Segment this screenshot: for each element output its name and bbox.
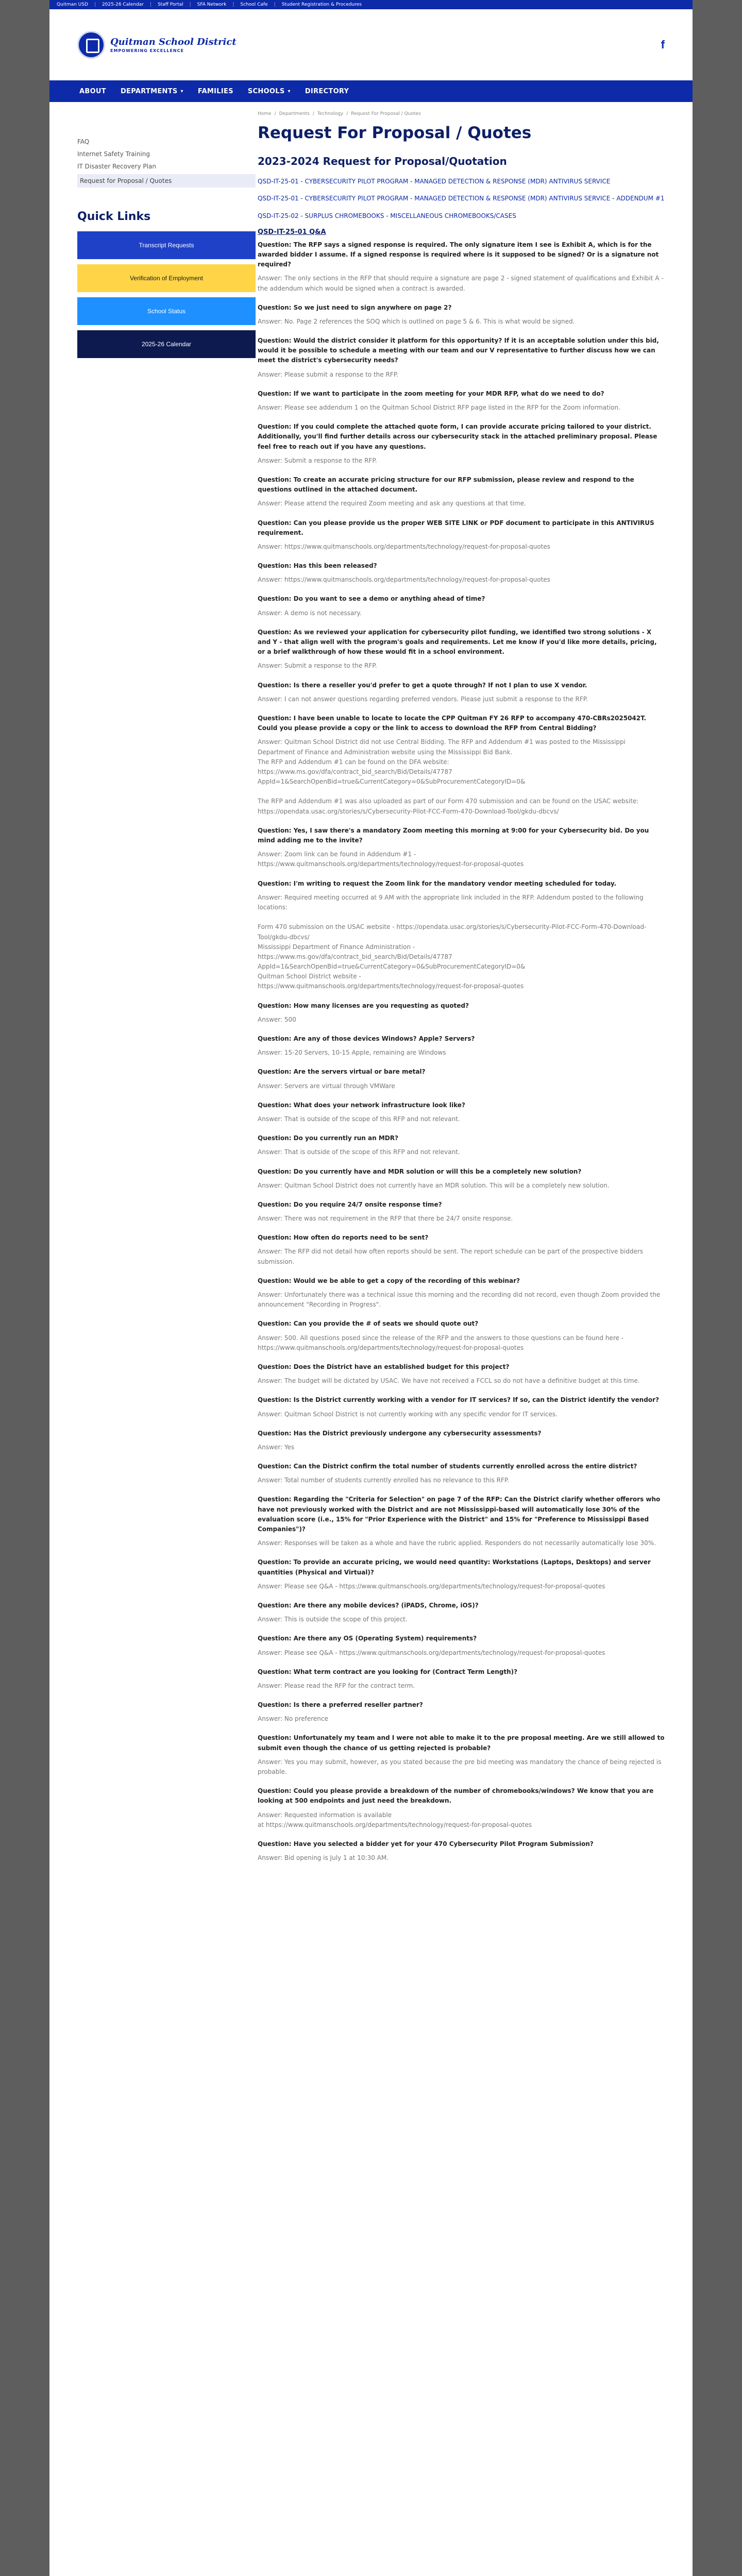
qa-question: Question: To create an accurate pricing structure for our RFP submission, please review and respond to the questions outlined in the attached document. bbox=[258, 476, 634, 494]
nav-item[interactable]: FAMILIES bbox=[197, 87, 233, 95]
qa-answer: Answer: Submit a response to the RFP. bbox=[258, 456, 377, 464]
qa-question: Question: Has this been released? bbox=[258, 562, 377, 570]
facebook-icon[interactable]: f bbox=[661, 38, 665, 51]
qa-question: Question: What term contract are you looking for (Contract Term Length)? bbox=[258, 1668, 518, 1675]
sidebar-link[interactable]: Request for Proposal / Quotes bbox=[77, 174, 256, 188]
qa-answer: Answer: Yes bbox=[258, 1443, 295, 1451]
qa-answer: Answer: Please read the RFP for the contract term. bbox=[258, 1682, 415, 1689]
utility-separator: | bbox=[94, 2, 96, 7]
utility-separator: | bbox=[189, 2, 191, 7]
qa-question: Question: To provide an accurate pricing, we would need quantity: Workstations (Laptops, Desktops) and server quantities (Physical and Virtual)? bbox=[258, 1558, 651, 1576]
breadcrumb-item: Request For Proposal / Quotes bbox=[351, 111, 421, 116]
qa-answer: Answer: I can not answer questions regarding preferred vendors. Please just submit a response to the RFP. bbox=[258, 695, 588, 703]
nav-item[interactable]: DEPARTMENTS bbox=[120, 87, 178, 95]
qa-answer: Answer: Please see addendum 1 on the Quitman School District RFP page listed in the RFP for the Zoom information. bbox=[258, 404, 620, 411]
utility-link[interactable]: Staff Portal bbox=[157, 2, 183, 7]
page-title: Request For Proposal / Quotes bbox=[258, 124, 532, 142]
district-seal-icon bbox=[77, 31, 105, 59]
qa-question: Question: Can you provide the # of seats we should quote out? bbox=[258, 1320, 479, 1328]
sidebar-link[interactable]: Internet Safety Training bbox=[77, 150, 150, 158]
qa-question: Question: Do you currently have and MDR solution or will this be a completely new solution? bbox=[258, 1167, 582, 1175]
qa-answer: Answer: Unfortunately there was a technical issue this morning and the recording did not record, even though Zoom provided the announcement "Recording in Progress". bbox=[258, 1291, 661, 1309]
qa-question: Question: The RFP says a signed response is required. The only signature item I see is Exhibit A, which is for the awarded bidder I assume. If a signed response is required where is it supposed to be signed? Or is a signature not required? bbox=[258, 241, 659, 268]
qa-answer: Answer: Quitman School District did not use Central Bidding. The RFP and Addendum #1 was posted to the Mississippi Department of Finance and Administration website using the Mississippi Bid Bank. The RFP and Addendum #1 can be found on the DFA website: https://www.ms.gov/dfa/contract_bid_search/Bid/Details/47787 AppId=1&SearchOpenBid=true&CurrentCategory=0&SubProcurementCategoryID=0& The RFP and Addendum #1 was also uploaded as part of our Form 470 submission and can be found on the USAC website: https://opendata.usac.org/stories/s/Cybersecurity-Pilot-FCC-Form-470-Download-Tool/gkdu-dbcvs/ bbox=[258, 738, 639, 815]
qa-answer: Answer: 500. All questions posed since the release of the RFP and the answers to those questions can be found here - https://www.quitmanschools.org/departments/technology/request-for-proposal-quotes bbox=[258, 1334, 624, 1351]
qa-question: Question: What does your network infrastructure look like? bbox=[258, 1101, 465, 1109]
utility-bar bbox=[49, 0, 693, 9]
qa-question: Question: Would we be able to get a copy of the recording of this webinar? bbox=[258, 1277, 520, 1284]
quick-links-title: Quick Links bbox=[77, 210, 151, 223]
main-content bbox=[258, 111, 665, 1872]
utility-link[interactable]: 2025-26 Calendar bbox=[102, 2, 144, 7]
breadcrumb-item[interactable]: Home bbox=[258, 111, 272, 116]
qa-answer: Answer: There was not requirement in the RFP that there be 24/7 onsite response. bbox=[258, 1215, 513, 1223]
qa-answer: Answer: A demo is not necessary. bbox=[258, 609, 362, 617]
qa-answer: Answer: Please see Q&A - https://www.quitmanschools.org/departments/technology/request-for-proposal-quotes bbox=[258, 1649, 605, 1656]
utility-link[interactable]: SFA Network bbox=[197, 2, 227, 7]
utility-separator: | bbox=[274, 2, 276, 7]
document-link[interactable]: QSD-IT-25-01 - CYBERSECURITY PILOT PROGRAM - MANAGED DETECTION & RESPONSE (MDR) ANTIVIRUS SERVICE - ADDENDUM #1 bbox=[258, 195, 665, 202]
quick-link-button[interactable]: Verification of Employment bbox=[77, 264, 256, 292]
qa-answer: Answer: https://www.quitmanschools.org/departments/technology/request-for-proposal-quotes bbox=[258, 576, 550, 584]
qa-question: Question: Do you require 24/7 onsite response time? bbox=[258, 1200, 442, 1208]
qa-question: Question: Are the servers virtual or bare metal? bbox=[258, 1068, 426, 1076]
breadcrumb-separator: / bbox=[312, 111, 314, 116]
qa-answer: Answer: https://www.quitmanschools.org/departments/technology/request-for-proposal-quotes bbox=[258, 543, 550, 550]
qa-answer: Answer: The only sections in the RFP that should require a signature are page 2 - signed statement of qualifications and Exhibit A - the addendum which would be signed when a contract is awarded. bbox=[258, 275, 664, 292]
qa-answer: Answer: Zoom link can be found in Addendum #1 - https://www.quitmanschools.org/departments/technology/request-for-proposal-quotes bbox=[258, 851, 524, 868]
content-area bbox=[49, 102, 693, 2576]
district-tagline: EMPOWERING EXCELLENCE bbox=[110, 48, 184, 53]
nav-item[interactable]: ABOUT bbox=[79, 87, 106, 95]
qa-question: Question: How many licenses are you requesting as quoted? bbox=[258, 1002, 469, 1009]
document-link[interactable]: QSD-IT-25-02 - SURPLUS CHROMEBOOKS - MISCELLANEOUS CHROMEBOOKS/CASES bbox=[258, 212, 516, 219]
qa-answer: Answer: Bid opening is July 1 at 10:30 AM. bbox=[258, 1854, 389, 1862]
section-subtitle: 2023-2024 Request for Proposal/Quotation bbox=[258, 155, 507, 168]
qa-answer: Answer: Quitman School District is not currently working with any specific vendor for IT services. bbox=[258, 1410, 558, 1418]
qa-answer: Answer: Required meeting occurred at 9 AM with the appropriate link included in the RFP. Addendum posted to the following locations: Form 470 submission on the USAC website - https://opendata.usac.org/stories/s/Cybersecurity-Pilot-FCC-Form-470-Download-Tool/gkdu-dbcvs/ Mississippi Department of Finance Administration - https://www.ms.gov/dfa/contract_bid_search/Bid/Details/47787 AppId=1&SearchOpenBid=true&CurrentCategory=0&SubProcurementCategoryID=0& Quitman School District website - https://www.quitmanschools.org/departments/technology/request-for-proposal-quotes bbox=[258, 893, 647, 990]
nav-item[interactable]: DIRECTORY bbox=[305, 87, 349, 95]
sidebar-link[interactable]: FAQ bbox=[77, 138, 90, 145]
site-header bbox=[49, 9, 693, 80]
utility-link[interactable]: Student Registration & Procedures bbox=[281, 2, 362, 7]
qa-question: Question: Do you want to see a demo or anything ahead of time? bbox=[258, 595, 485, 603]
qa-question: Question: Are there any OS (Operating System) requirements? bbox=[258, 1635, 477, 1642]
chevron-down-icon: ▾ bbox=[180, 88, 183, 94]
qa-answer: Answer: Please submit a response to the RFP. bbox=[258, 370, 398, 378]
qa-question: Question: If you could complete the attached quote form, I can provide accurate pricing tailored to your district. Additionally, you'll find further details across our cybersecurity stack in the attached preliminary proposal. Please feel free to reach out if you have any questions. bbox=[258, 423, 657, 450]
qa-answer: Answer: This is outside the scope of this project. bbox=[258, 1616, 408, 1623]
qa-question: Question: Does the District have an established budget for this project? bbox=[258, 1363, 510, 1370]
qa-answer: Answer: The RFP did not detail how often reports should be sent. The report schedule can be part of the prospective bidders submission. bbox=[258, 1248, 644, 1265]
document-link[interactable]: QSD-IT-25-01 - CYBERSECURITY PILOT PROGRAM - MANAGED DETECTION & RESPONSE (MDR) ANTIVIRUS SERVICE bbox=[258, 178, 611, 185]
qa-question: Question: I have been unable to locate to locate the CPP Quitman FY 26 RFP to accompany 470-CBRs2025042T. Could you please provide a copy or the link to access to download the RFP from Central Bidding? bbox=[258, 714, 647, 732]
utility-link[interactable]: Quitman USD bbox=[57, 2, 88, 7]
qa-question: Question: If we want to participate in the zoom meeting for your MDR RFP, what do we need to do? bbox=[258, 389, 604, 397]
qa-question: Question: Is there a reseller you'd prefer to get a quote through? If not I plan to use X vendor. bbox=[258, 681, 587, 689]
qa-answer: Answer: Please see Q&A - https://www.quitmanschools.org/departments/technology/request-for-proposal-quotes bbox=[258, 1582, 605, 1590]
qa-answer: Answer: Please attend the required Zoom meeting and ask any questions at that time. bbox=[258, 500, 526, 507]
qa-question: Question: I'm writing to request the Zoom link for the mandatory vendor meeting scheduled for today. bbox=[258, 879, 617, 887]
qa-answer: Answer: No preference bbox=[258, 1715, 328, 1723]
quick-link-button[interactable]: Transcript Requests bbox=[77, 231, 256, 259]
nav-item[interactable]: SCHOOLS bbox=[247, 87, 285, 95]
utility-separator: | bbox=[232, 2, 234, 7]
quick-link-button[interactable]: 2025-26 Calendar bbox=[77, 330, 256, 358]
qa-question: Question: Are any of those devices Windows? Apple? Servers? bbox=[258, 1035, 475, 1042]
qa-answer: Answer: Yes you may submit, however, as you stated because the pre bid meeting was mandatory the chance of being rejected is probable. bbox=[258, 1758, 662, 1775]
qa-question: Question: Has the District previously undergone any cybersecurity assessments? bbox=[258, 1429, 542, 1437]
breadcrumb bbox=[258, 111, 665, 116]
qa-answer: Answer: 500 bbox=[258, 1015, 296, 1023]
qa-question: Question: Regarding the "Criteria for Selection" on page 7 of the RFP: Can the District clarify whether offerors who have not previously worked with the District and are not Mississippi-based will automatically lose 30% of the evaluation score (i.e., 15% for "Prior Experience with the District" and 15% for "Preference to Mississippi Based Companies")? bbox=[258, 1496, 661, 1533]
qa-answer: Answer: Servers are virtual through VMWare bbox=[258, 1082, 395, 1090]
utility-link[interactable]: School Cafe bbox=[240, 2, 268, 7]
qa-answer: Answer: Requested information is available at https://www.quitmanschools.org/departments/technology/request-for-proposal-quotes bbox=[258, 1811, 532, 1828]
qa-question: Question: Would the district consider it platform for this opportunity? If it is an acceptable solution under this bid, would it be possible to schedule a meeting with our team and our V representative to further discuss how we can meet the district's cybersecurity needs? bbox=[258, 337, 659, 364]
qa-answer: Answer: 15-20 Servers, 10-15 Apple, remaining are Windows bbox=[258, 1049, 446, 1057]
qa-answer: Answer: No. Page 2 references the SOQ which is outlined on page 5 & 6. This is what would be signed. bbox=[258, 317, 575, 325]
qa-question: Question: Yes, I saw there's a mandatory Zoom meeting this morning at 9:00 for your Cybersecurity bid. Do you mind adding me to the invite? bbox=[258, 826, 649, 844]
district-name: Quitman School District bbox=[110, 37, 237, 47]
qa-answer: Answer: Submit a response to the RFP. bbox=[258, 662, 377, 670]
qa-question: Question: Have you selected a bidder yet for your 470 Cybersecurity Pilot Program Submission? bbox=[258, 1840, 594, 1848]
utility-separator: | bbox=[149, 2, 151, 7]
qa-question: Question: As we reviewed your application for cybersecurity pilot funding, we identified two strong solutions - X and Y - that align well with the program's goals and requirements. Let me know if you'd like more details, pricing, or a brief walkthrough of how these would fit in a school environment. bbox=[258, 628, 657, 656]
qa-question: Question: Could you please provide a breakdown of the number of chromebooks/windows? We know that you are looking at 500 endpoints and just need the breakdown. bbox=[258, 1787, 654, 1805]
qa-question: Question: Can you please provide us the proper WEB SITE LINK or PDF document to participate in this ANTIVIRUS requirement. bbox=[258, 519, 654, 536]
breadcrumb-item[interactable]: Departments bbox=[279, 111, 310, 116]
qa-question: Question: Unfortunately my team and I were not able to make it to the pre proposal meeting. Are we still allowed to submit even though the chance of us getting rejected is probable? bbox=[258, 1734, 665, 1752]
qa-question: Question: Do you currently run an MDR? bbox=[258, 1134, 398, 1142]
qa-question: Question: So we just need to sign anywhere on page 2? bbox=[258, 303, 452, 311]
main-nav bbox=[49, 80, 693, 102]
qa-answer: Answer: Quitman School District does not currently have an MDR solution. This will be a completely new solution. bbox=[258, 1181, 610, 1189]
qa-question: Question: Can the District confirm the total number of students currently enrolled across the entire district? bbox=[258, 1463, 637, 1470]
district-logo[interactable] bbox=[77, 31, 237, 59]
qa-answer: Answer: The budget will be dictated by USAC. We have not received a FCCL so do not have a definitive budget at this time. bbox=[258, 1377, 640, 1385]
qa-heading-link[interactable]: QSD-IT-25-01 Q&A bbox=[258, 228, 326, 236]
qa-question: Question: Are there any mobile devices? (iPADS, Chrome, iOS)? bbox=[258, 1601, 479, 1609]
breadcrumb-separator: / bbox=[274, 111, 276, 116]
breadcrumb-item[interactable]: Technology bbox=[317, 111, 344, 116]
breadcrumb-separator: / bbox=[346, 111, 348, 116]
qa-question: Question: Is there a preferred reseller partner? bbox=[258, 1701, 423, 1709]
qa-answer: Answer: That is outside of the scope of this RFP and not relevant. bbox=[258, 1148, 460, 1156]
qa-question: Question: Is the District currently working with a vendor for IT services? If so, can the District identify the vendor? bbox=[258, 1396, 659, 1404]
chevron-down-icon: ▾ bbox=[288, 88, 291, 94]
qa-answer: Answer: Responses will be taken as a whole and have the rubric applied. Responders do not necessarily automatically lose 30%. bbox=[258, 1539, 656, 1547]
sidebar bbox=[77, 136, 256, 363]
qa-question: Question: How often do reports need to be sent? bbox=[258, 1234, 429, 1242]
qa-answer: Answer: Total number of students currently enrolled has no relevance to this RFP. bbox=[258, 1477, 510, 1484]
quick-link-button[interactable]: School Status bbox=[77, 297, 256, 325]
qa-answer: Answer: That is outside of the scope of this RFP and not relevant. bbox=[258, 1115, 460, 1123]
sidebar-link[interactable]: IT Disaster Recovery Plan bbox=[77, 163, 156, 170]
